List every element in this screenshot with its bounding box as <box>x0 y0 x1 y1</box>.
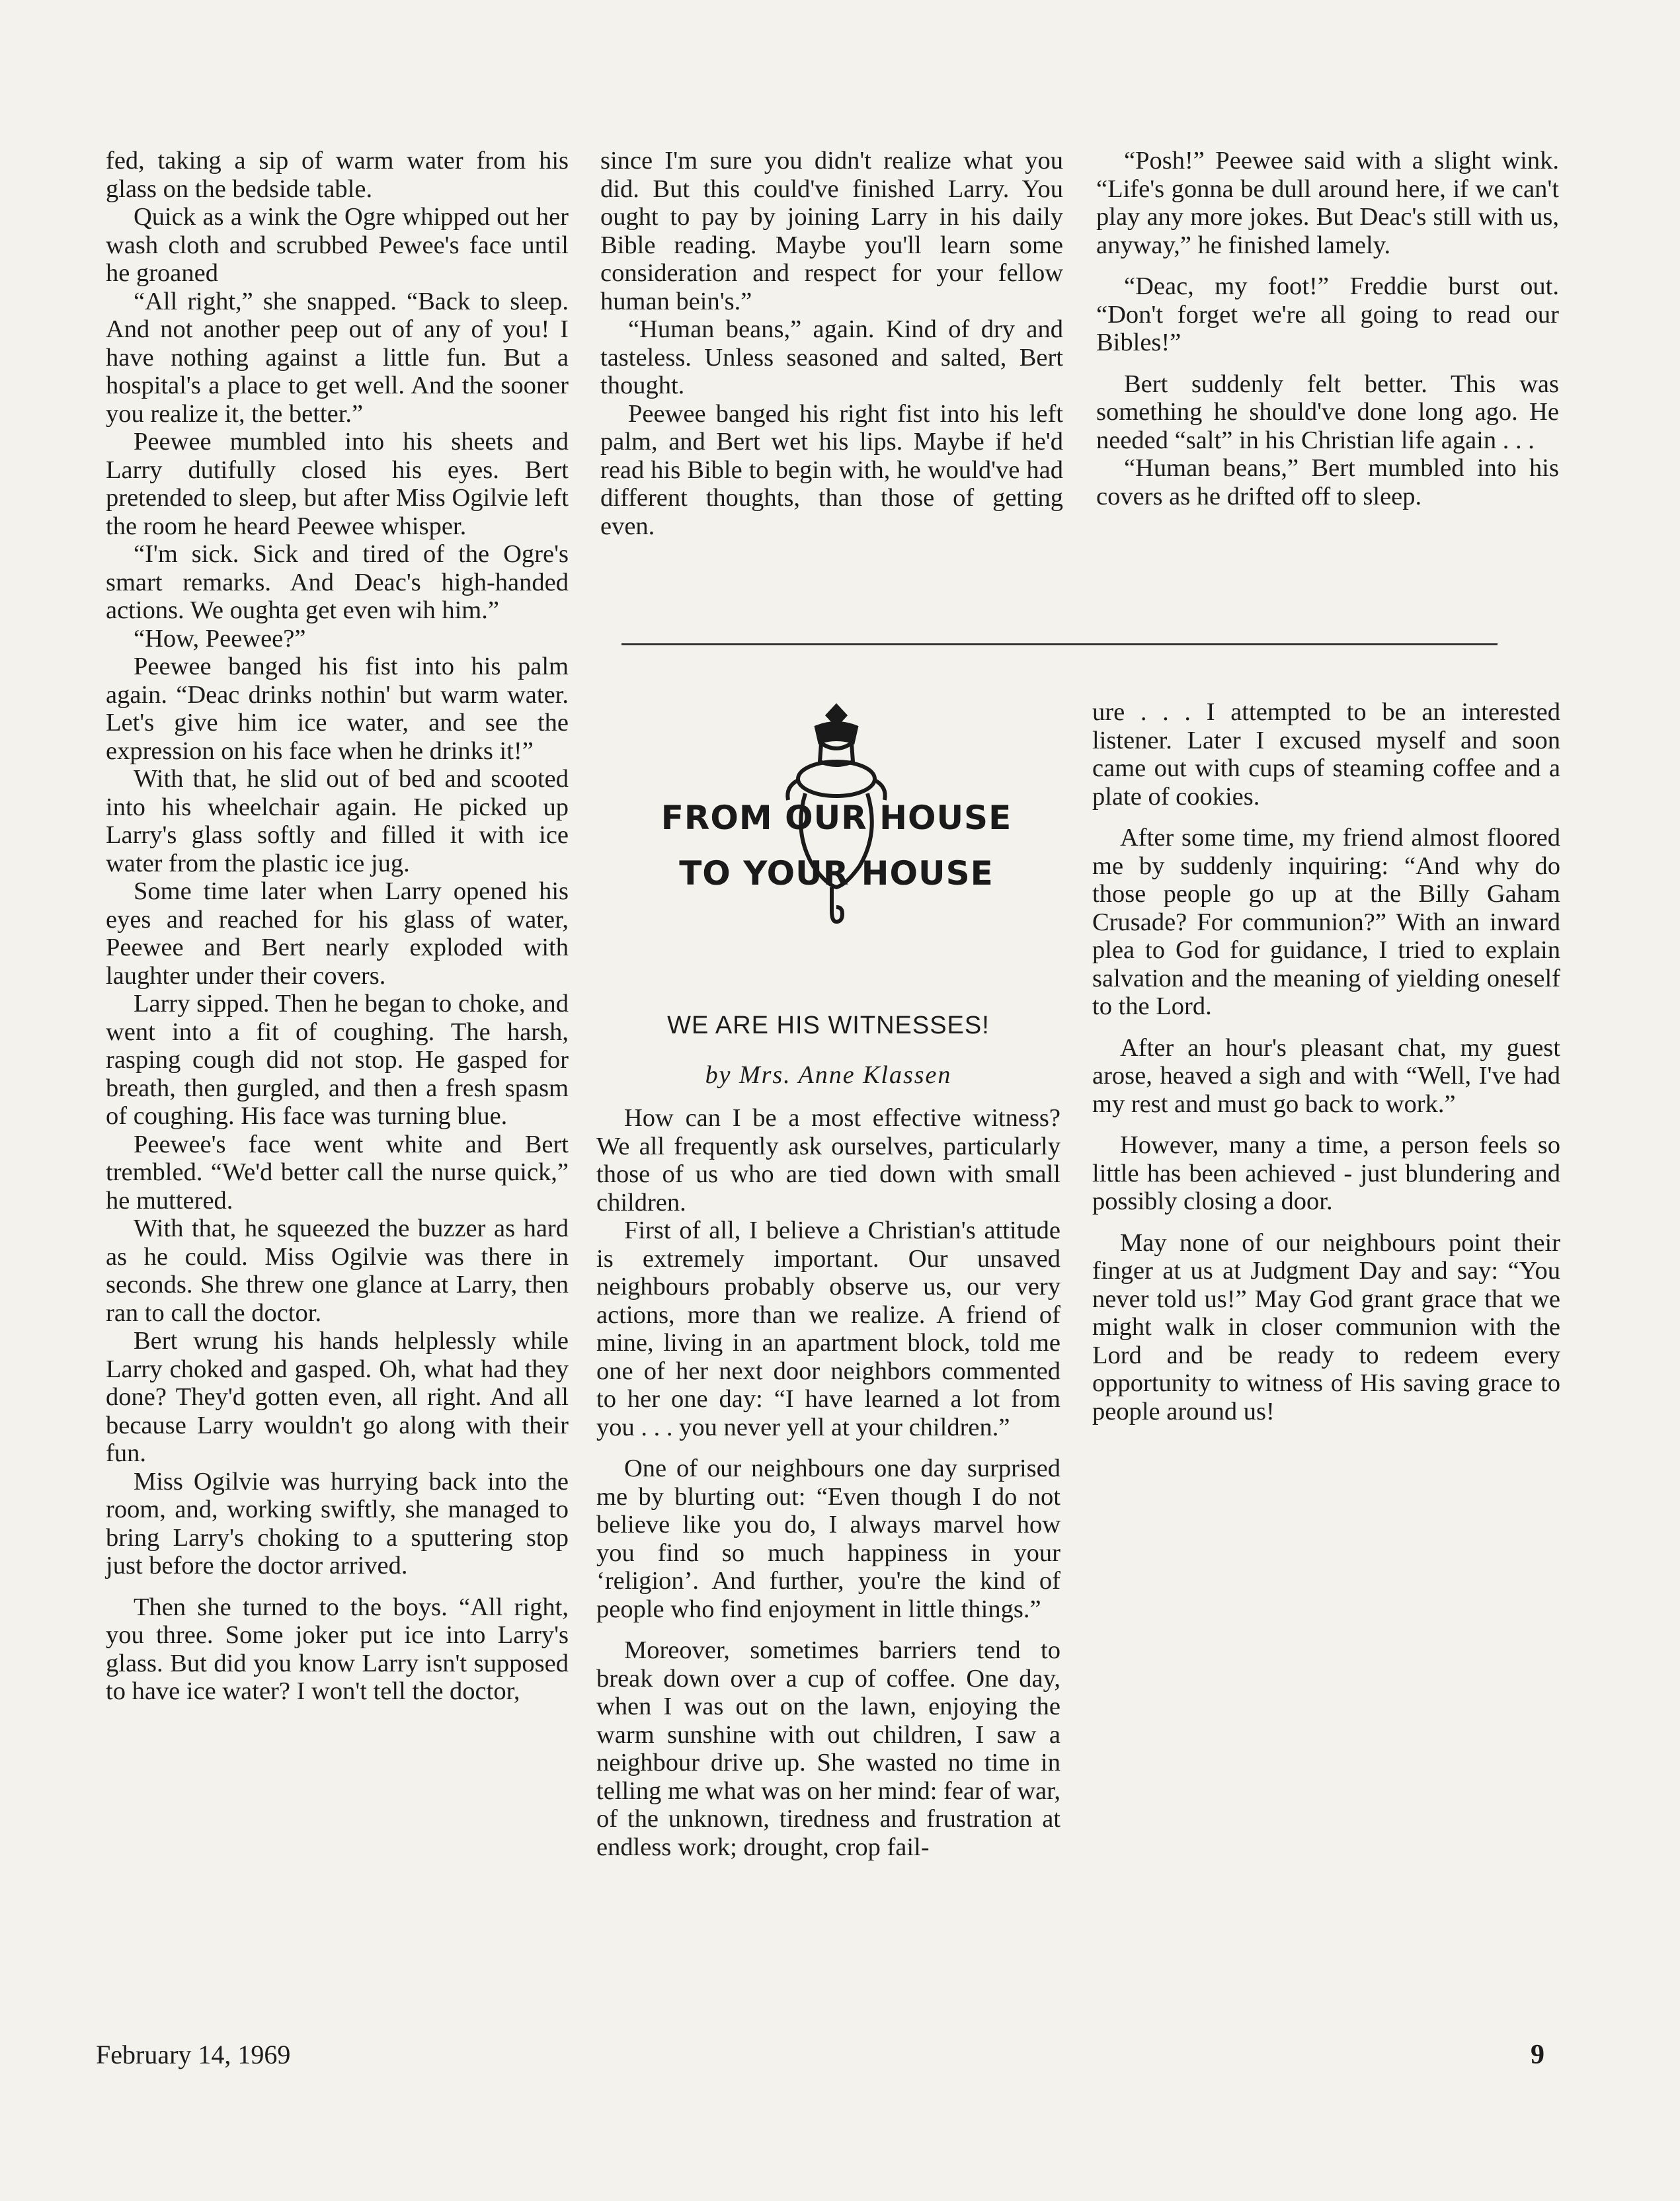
paragraph: Bert wrung his hands helplessly while Larry choked and gasped. Oh, what had they done? They'd gotten even, all right. And all because Larry wouldn't go along with their fun. <box>106 1327 569 1467</box>
paragraph: “Posh!” Peewee said with a slight wink. “Life's gonna be dull around here, if we can't play any more jokes. But Deac's still with us, anyway,” he finished lamely. <box>1096 147 1559 259</box>
story-column-3 <box>1096 147 1559 510</box>
article-title: WE ARE HIS WITNESSES! <box>667 1012 990 1039</box>
issue-date: February 14, 1969 <box>96 2040 291 2069</box>
logo-text-line-2: TO YOUR HOUSE <box>679 854 994 893</box>
paragraph: First of all, I believe a Christian's attitude is extremely important. Our unsaved neighbours probably observe us, our very actions, more than we realize. A friend of mine, living in an apartment block, told me one of her next door neighbors commented to her one day: “I have learned a lot from you . . . you never yell at your children.” <box>596 1217 1060 1441</box>
paragraph: since I'm sure you didn't realize what you did. But this could've finished Larry. You ought to pay by joining Larry in his daily Bible reading. Maybe you'll learn some consideration and respect for your fellow human bein's.” <box>600 147 1063 315</box>
paragraph: Peewee mumbled into his sheets and Larry dutifully closed his eyes. Bert pretended to sleep, but after Miss Ogilvie left the room he heard Peewee whisper. <box>106 428 569 540</box>
logo-text-line-1: FROM OUR HOUSE <box>660 799 1012 837</box>
paragraph: May none of our neighbours point their finger at us at Judgment Day and say: “You never told us!” May God grant grace that we might walk in closer communion with the Lord and be ready to redeem every opportunity to witness of His saving grace to people around us! <box>1092 1228 1560 1425</box>
paragraph: Peewee banged his right fist into his left palm, and Bert wet his lips. Maybe if he'd read his Bible to begin with, he would've had different thoughts, than those of getting even. <box>600 399 1063 540</box>
article-column-1 <box>596 1104 1060 1861</box>
paragraph: After an hour's pleasant chat, my guest arose, heaved a sigh and with “Well, I've had my rest and must go back to work.” <box>1092 1033 1560 1118</box>
article-author: by Mrs. Anne Klassen <box>705 1061 952 1089</box>
page-number: 9 <box>1531 2040 1544 2070</box>
paragraph: Peewee's face went white and Bert trembled. “We'd better call the nurse quick,” he muttered. <box>106 1130 569 1215</box>
paragraph: One of our neighbours one day surprised me by blurting out: “Even though I do not believe like you do, I always marvel how you find so much happiness in your ‘religion’. And further, you're the kind of people who find enjoyment in little things.” <box>596 1455 1060 1623</box>
paragraph: Then she turned to the boys. “All right, you three. Some joker put ice into Larry's glass. But did you know Larry isn't supposed to have ice water? I won't tell the doctor, <box>106 1593 569 1705</box>
paragraph: After some time, my friend almost floored me by suddenly inquiring: “And why do those people go up at the Billy Gaham Crusade? For communion?” With an inward plea to God for guidance, I tried to explain salvation and the meaning of yielding oneself to the Lord. <box>1092 824 1560 1020</box>
paragraph: “Human beans,” again. Kind of dry and tasteless. Unless seasoned and salted, Bert thought. <box>600 315 1063 399</box>
paragraph: How can I be a most effective witness? We all frequently ask ourselves, particularly those of us who are tied down with small children. <box>596 1104 1060 1217</box>
article-column-2 <box>1092 698 1560 1425</box>
paragraph: Peewee banged his fist into his palm again. “Deac drinks nothin' but warm water. Let's give him ice water, and see the expression on his face when he drinks it!” <box>106 653 569 765</box>
from-our-house-logo <box>635 701 1038 945</box>
paragraph: With that, he squeezed the buzzer as hard as he could. Miss Ogilvie was there in seconds. She threw one glance at Larry, then ran to call the doctor. <box>106 1215 569 1327</box>
story-column-1 <box>106 147 569 1706</box>
paragraph: “All right,” she snapped. “Back to sleep. And not another peep out of any of you! I have nothing against a little fun. But a hospital's a place to get well. And the sooner you realize it, the better.” <box>106 287 569 428</box>
paragraph: Larry sipped. Then he began to choke, and went into a fit of coughing. The harsh, rasping cough did not stop. He gasped for breath, then gurgled, and then a fresh spasm of coughing. His face was turning blue. <box>106 990 569 1130</box>
paragraph: However, many a time, a person feels so little has been achieved - just blundering and possibly closing a door. <box>1092 1131 1560 1215</box>
section-divider <box>621 643 1498 645</box>
paragraph: Some time later when Larry opened his eyes and reached for his glass of water, Peewee and Bert nearly exploded with laughter under their covers. <box>106 877 569 990</box>
paragraph: “Deac, my foot!” Freddie burst out. “Don't forget we're all going to read our Bibles!” <box>1096 272 1559 356</box>
paragraph: With that, he slid out of bed and scooted into his wheelchair again. He picked up Larry's glass softly and filled it with ice water from the plastic ice jug. <box>106 765 569 877</box>
paragraph: Bert suddenly felt better. This was something he should've done long ago. He needed “salt” in his Christian life again . . . <box>1096 370 1559 454</box>
paragraph: “Human beans,” Bert mumbled into his covers as he drifted off to sleep. <box>1096 454 1559 510</box>
paragraph: “How, Peewee?” <box>134 624 306 653</box>
paragraph: ure . . . I attempted to be an interested listener. Later I excused myself and soon came out with cups of steaming coffee and a plate of cookies. <box>1092 698 1560 811</box>
paragraph: Moreover, sometimes barriers tend to break down over a cup of coffee. One day, when I was out on the lawn, enjoying the warm sunshine with out children, I saw a neighbour drive up. She wasted no time in telling me what was on her mind: fear of war, of the unknown, tiredness and frustration at endless work; drought, crop fail- <box>596 1636 1060 1861</box>
paragraph: Quick as a wink the Ogre whipped out her wash cloth and scrubbed Pewee's face until he groaned <box>106 203 569 287</box>
paragraph: “I'm sick. Sick and tired of the Ogre's smart remarks. And Deac's high-handed actions. We oughta get even wih him.” <box>106 540 569 624</box>
paragraph: fed, taking a sip of warm water from his glass on the bedside table. <box>106 147 569 203</box>
story-column-2 <box>600 147 1063 540</box>
paragraph: Miss Ogilvie was hurrying back into the room, and, working swiftly, she managed to bring Larry's choking to a sputtering stop just before the doctor arrived. <box>106 1467 569 1580</box>
